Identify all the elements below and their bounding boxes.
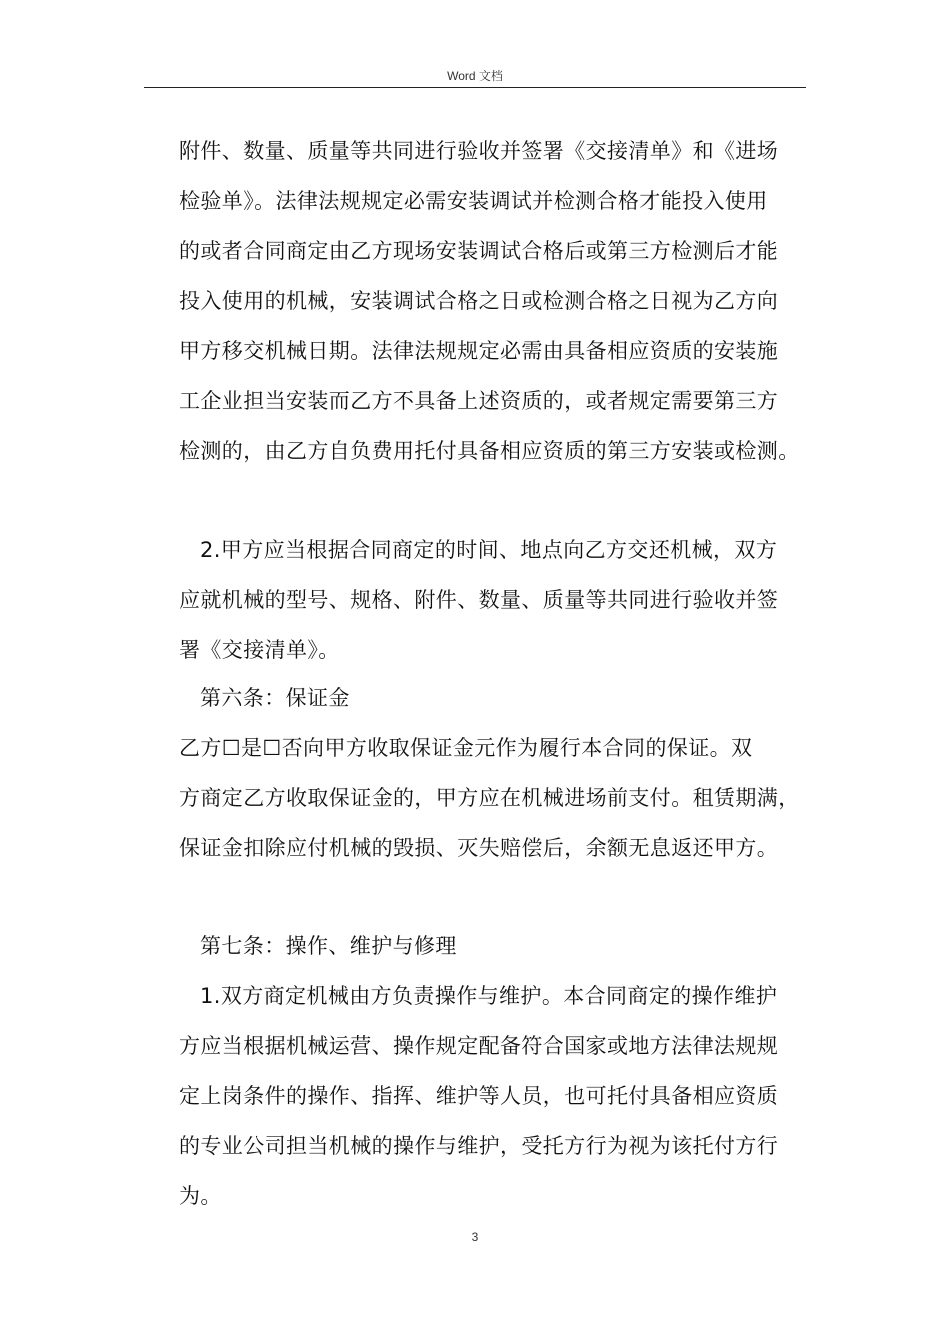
section-heading: 第六条：保证金 <box>200 686 350 710</box>
body-line: 署《交接清单》。 <box>179 638 340 662</box>
section-heading: 第七条：操作、维护与修理 <box>200 934 457 958</box>
body-line: 方商定乙方收取保证金的，甲方应在机械进场前支付。租赁期满， <box>179 786 800 810</box>
body-line: 方应当根据机械运营、操作规定配备符合国家或地方法律法规规 <box>179 1034 779 1058</box>
body-line: 应就机械的型号、规格、附件、数量、质量等共同进行验收并签 <box>179 588 779 612</box>
page-number: 3 <box>471 1230 479 1244</box>
body-line: 甲方移交机械日期。法律法规规定必需由具备相应资质的安装施 <box>179 339 779 363</box>
body-line: 1.双方商定机械由方负责操作与维护。本合同商定的操作维护 <box>200 984 778 1008</box>
body-line: 的专业公司担当机械的操作与维护，受托方行为视为该托付方行 <box>179 1134 779 1158</box>
page-header-title: Word 文档 <box>447 69 503 83</box>
body-line: 乙方☐是☐否向甲方收取保证金元作为履行本合同的保证。双 <box>179 736 753 760</box>
body-line: 为。 <box>179 1184 222 1208</box>
body-line: 检测的，由乙方自负费用托付具备相应资质的第三方安装或检测。 <box>179 439 800 463</box>
body-line: 投入使用的机械，安装调试合格之日或检测合格之日视为乙方向 <box>179 289 779 313</box>
body-line: 的或者合同商定由乙方现场安装调试合格后或第三方检测后才能 <box>179 239 779 263</box>
body-line: 定上岗条件的操作、指挥、维护等人员，也可托付具备相应资质 <box>179 1084 779 1108</box>
body-line: 检验单》。法律法规规定必需安装调试并检测合格才能投入使用 <box>179 189 768 213</box>
body-line: 2.甲方应当根据合同商定的时间、地点向乙方交还机械，双方 <box>200 538 778 562</box>
header-divider <box>144 87 806 88</box>
body-line: 保证金扣除应付机械的毁损、灭失赔偿后，余额无息返还甲方。 <box>179 836 779 860</box>
body-line: 附件、数量、质量等共同进行验收并签署《交接清单》和《进场 <box>179 139 779 163</box>
body-line: 工企业担当安装而乙方不具备上述资质的，或者规定需要第三方 <box>179 389 779 413</box>
